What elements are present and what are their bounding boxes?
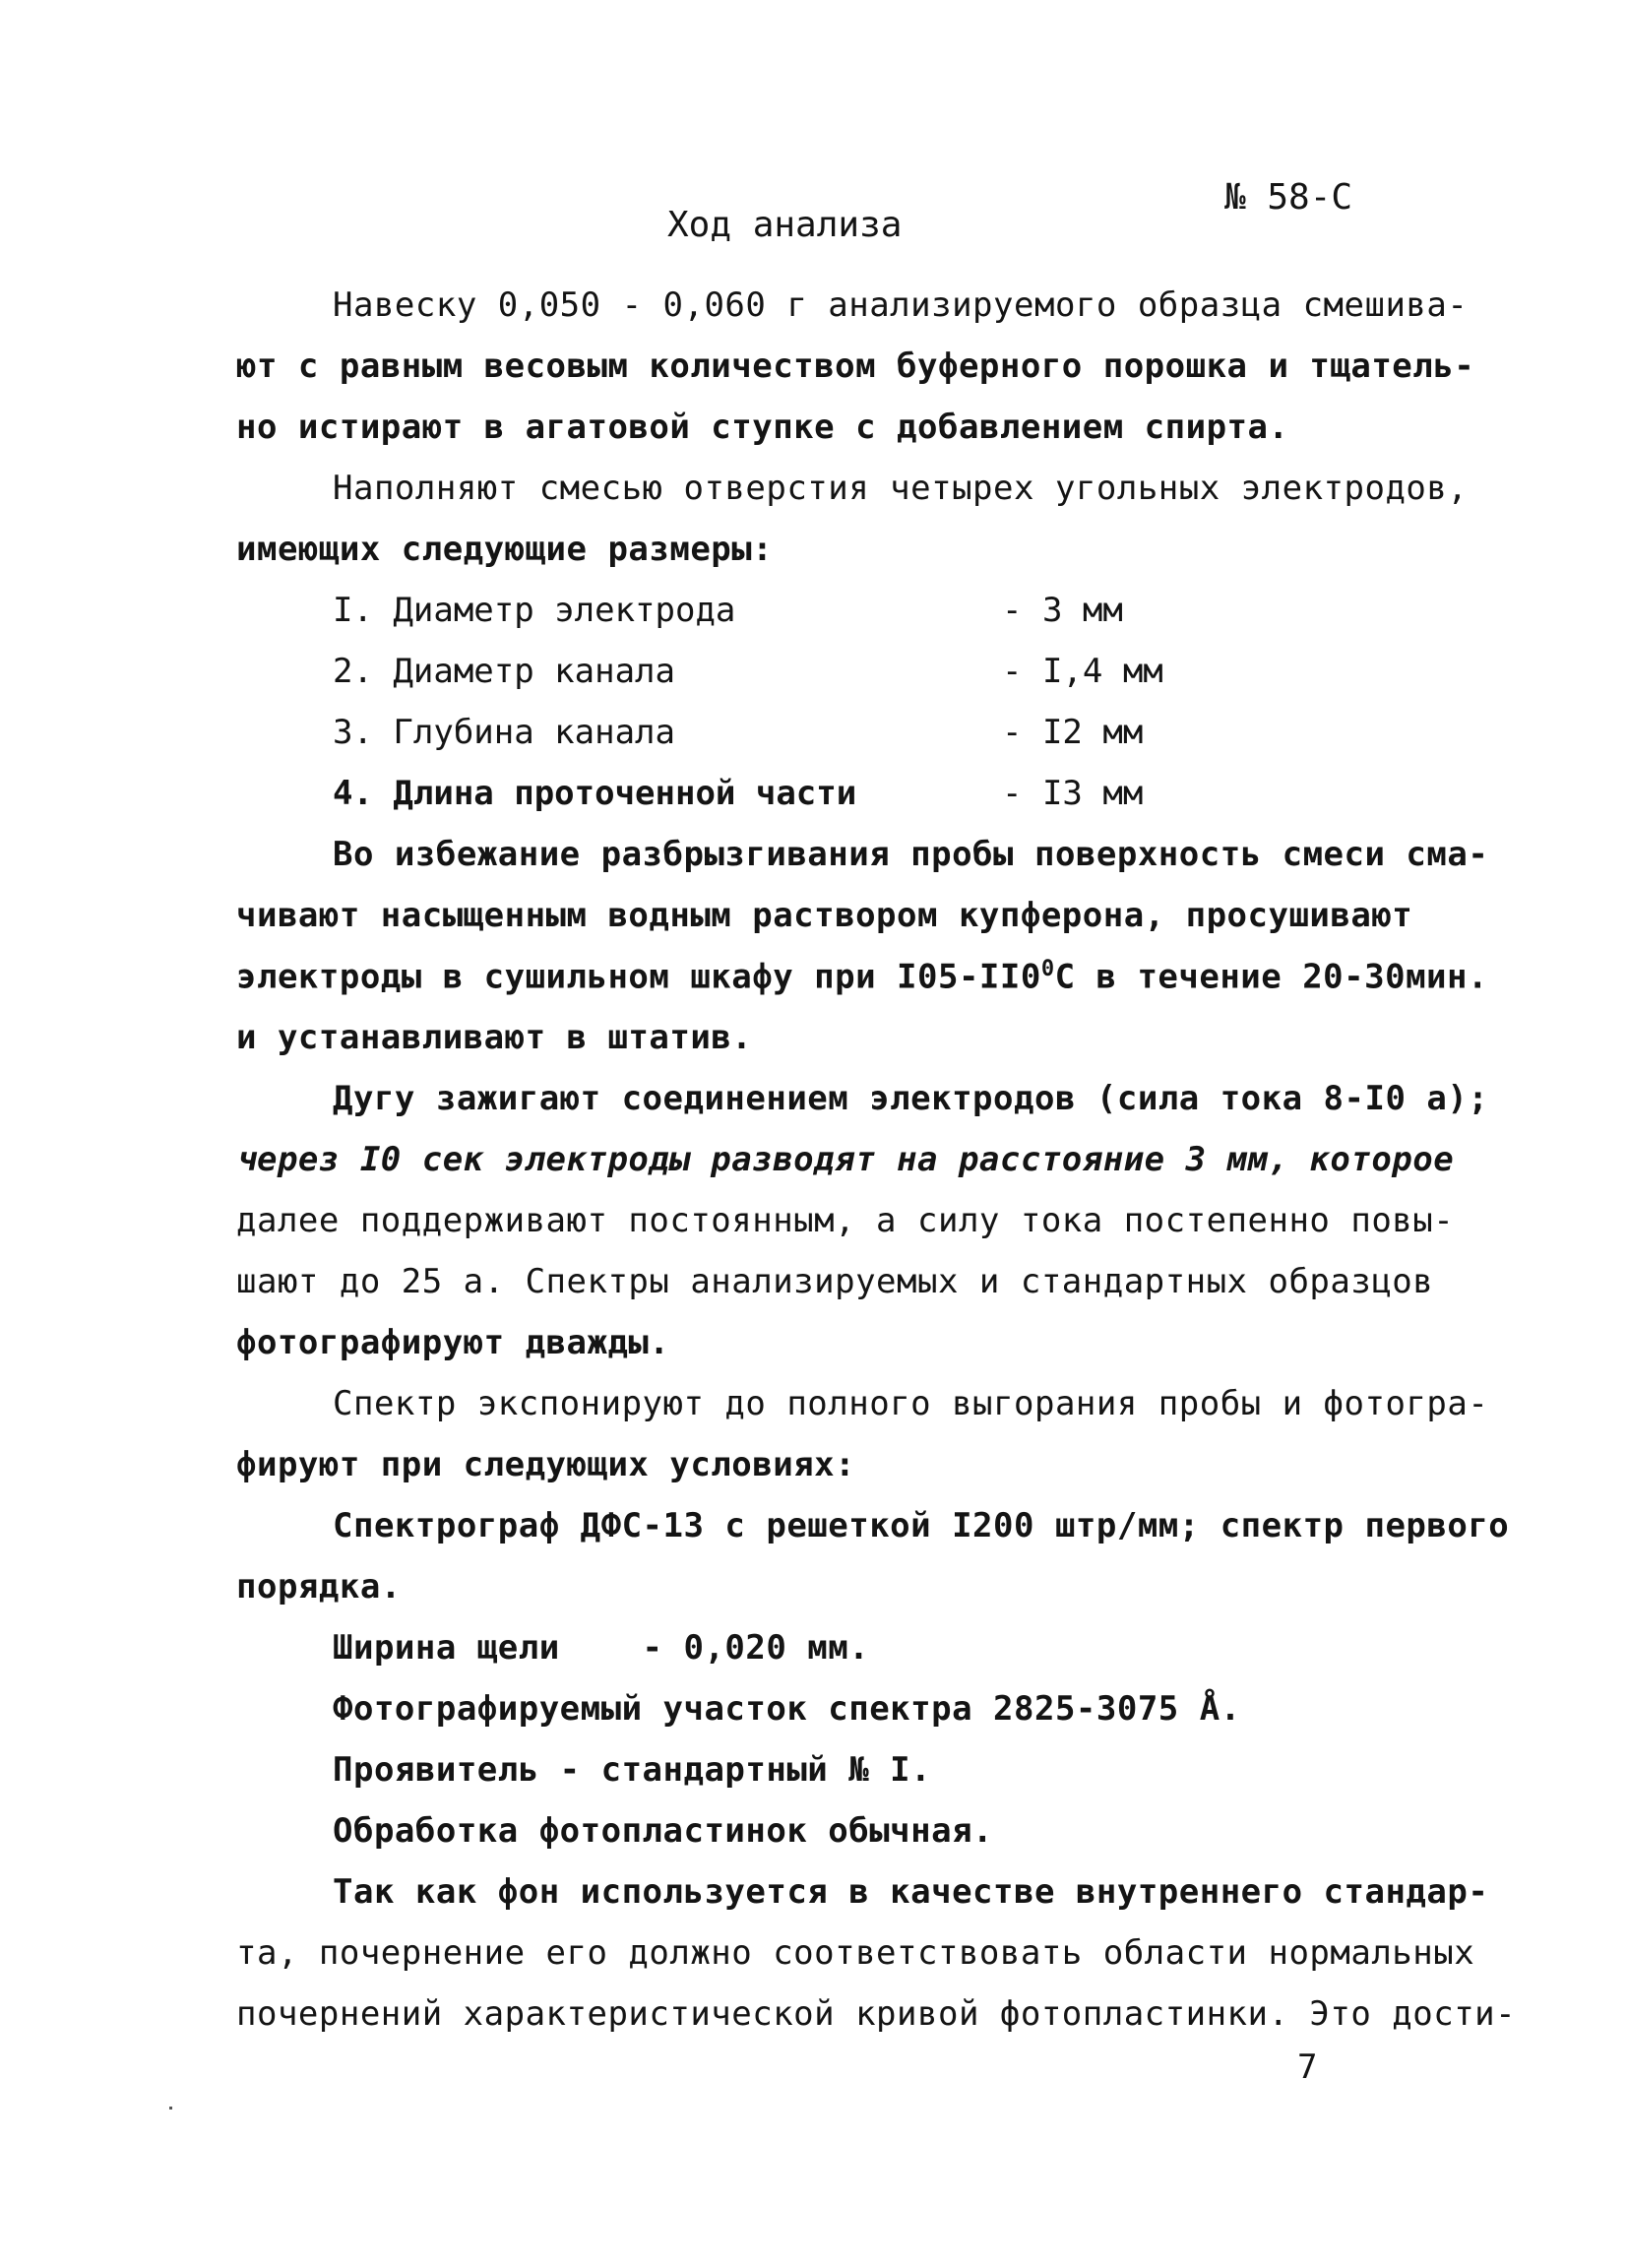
- paragraph-1-line-3: но истирают в агатовой ступке с добавлением спирта.: [236, 408, 1289, 447]
- paragraph-5-line-2: фируют при следующих условиях:: [236, 1445, 856, 1484]
- paragraph-7-line-1: Так как фон используется в качестве внутреннего стандар-: [333, 1872, 1489, 1912]
- list-item-label: 4. Длина проточенной части: [333, 774, 857, 813]
- paragraph-7-line-2: та, почернение его должно соответствовать области нормальных: [236, 1933, 1475, 1973]
- condition-spectrum-range: Фотографируемый участок спектра 2825-3075 Å.: [333, 1689, 1241, 1729]
- scan-speck: [169, 2107, 172, 2110]
- page-number: 7: [1297, 2048, 1318, 2087]
- paragraph-4-line-2: через I0 сек электроды разводят на расстояние 3 мм, которое: [236, 1140, 1455, 1179]
- paragraph-6-line-2: порядка.: [236, 1567, 402, 1606]
- section-title: Ход анализа: [667, 205, 903, 245]
- paragraph-4-line-3: далее поддерживают постоянным, а силу тока постепенно повы-: [236, 1201, 1455, 1240]
- list-item-value: - I,4 мм: [1002, 652, 1163, 691]
- list-item-label: I. Диаметр электрода: [333, 591, 736, 630]
- paragraph-4-line-1: Дугу зажигают соединением электродов (сила тока 8-I0 а);: [333, 1079, 1489, 1118]
- paragraph-3-line-1: Во избежание разбрызгивания пробы поверхность смеси сма-: [333, 835, 1489, 874]
- list-item-value: - I3 мм: [1002, 774, 1144, 813]
- list-item-label: 2. Диаметр канала: [333, 652, 675, 691]
- condition-processing: Обработка фотопластинок обычная.: [333, 1811, 994, 1851]
- paragraph-4-line-5: фотографируют дважды.: [236, 1323, 670, 1362]
- paragraph-3-line-2: чивают насыщенным водным раствором купферона, просушивают: [236, 896, 1413, 935]
- paragraph-4-line-4: шают до 25 а. Спектры анализируемых и стандартных образцов: [236, 1262, 1434, 1301]
- paragraph-3-line-3: [236, 957, 1488, 996]
- list-item-label: 3. Глубина канала: [333, 713, 675, 752]
- paragraph-3-line-4: и устанавливают в штатив.: [236, 1018, 753, 1057]
- paragraph-7-line-3: почернений характеристической кривой фотопластинки. Это дости-: [236, 1994, 1517, 2034]
- paragraph-5-line-1: Спектр экспонируют до полного выгорания пробы и фотогра-: [333, 1384, 1489, 1423]
- condition-developer: Проявитель - стандартный № I.: [333, 1750, 932, 1790]
- paragraph-6-line-1: Спектрограф ДФС-13 с решеткой I200 штр/мм; спектр первого: [333, 1506, 1510, 1545]
- list-item-value: - 3 мм: [1002, 591, 1123, 630]
- document-number: № 58-С: [1224, 177, 1353, 218]
- degree-superscript: 0: [1040, 957, 1055, 981]
- condition-slit-width: Ширина щели - 0,020 мм.: [333, 1628, 870, 1668]
- list-item-value: - I2 мм: [1002, 713, 1144, 752]
- paragraph-3-line-3-start: электроды в сушильном шкафу при I05-II0: [236, 957, 1041, 997]
- paragraph-3-line-3-end: С в течение 20-30мин.: [1054, 957, 1488, 997]
- paragraph-2-line-1: Наполняют смесью отверстия четырех угольных электродов,: [333, 469, 1469, 508]
- paragraph-2-line-2: имеющих следующие размеры:: [236, 530, 774, 569]
- paragraph-1-line-2: ют с равным весовым количеством буферного порошка и тщатель-: [236, 346, 1475, 386]
- paragraph-1-line-1: Навеску 0,050 - 0,060 г анализируемого образца смешива-: [333, 285, 1469, 325]
